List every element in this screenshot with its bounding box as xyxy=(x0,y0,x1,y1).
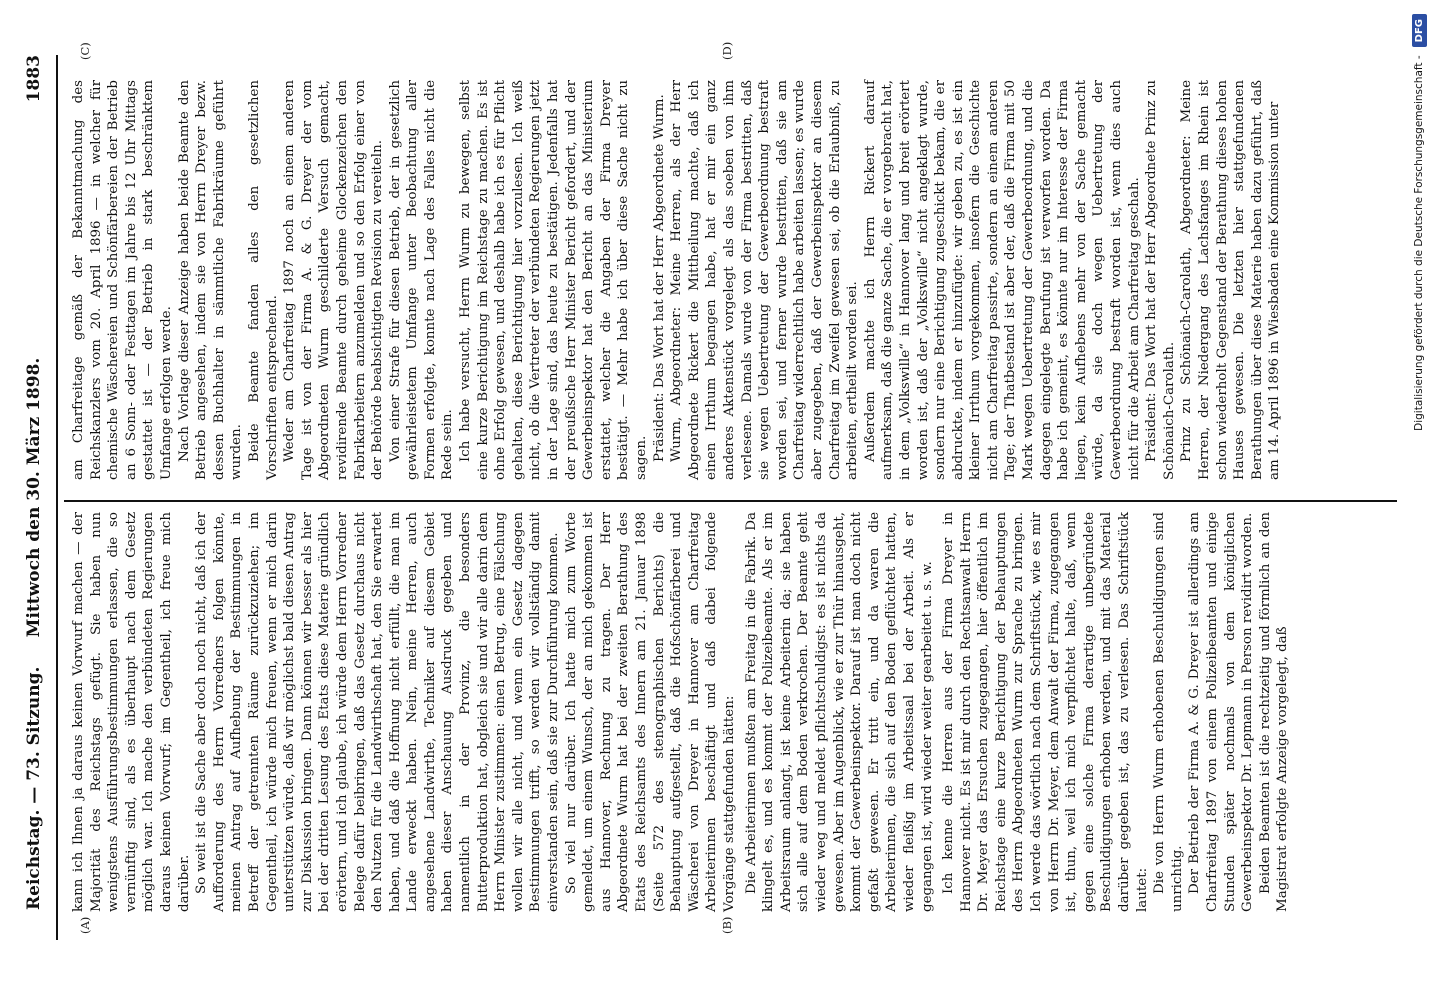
paragraph: kann ich Ihnen ja daraus keinen Vorwurf machen — der Majorität des Reichstags gefügt. Sie haben nun wenigstens Ausführungsbestimmungen erlassen, die so vernünftig sind, als es überhaupt nach dem Gesetz möglich war. Ich mache den verbündeten Regierungen daraus keinen Vorwurf; im Gegentheil, ich freue mich darüber. xyxy=(71,512,192,912)
header-date: Mittwoch den 30. März 1898. xyxy=(24,357,44,638)
president-remark: Präsident: Das Wort hat der Herr Abgeordnete Wurm. xyxy=(651,94,667,462)
quoted-paragraph: Nach Vorlage dieser Anzeige haben beide Beamte den Betrieb angesehen, indem sie von Herrn Dreyer bezw. dessen Buchhalter in sämmtliche Fabrikräume geführt wurden. xyxy=(176,80,245,480)
digitization-credit xyxy=(1406,8,1432,992)
speaker-paragraph: Wurm, Abgeordneter: Meine Herren, als der Herr Abgeordnete Rickert die Mittheilung machte, daß ich einen Irrthum begangen habe, hat er mir ein ganz anderes Aktenstück vorgelegt als das soeben von ihm verlesene. Damals wurde von der Firma bestritten, daß sie wegen Uebertretung der Gewerbeordnung bestraft worden sei, und ferner wurde bestritten, daß sie am Charfreitag widerrechtlich habe arbeiten lassen; es wurde aber zugegeben, daß der Gewerbeinspektor an diesem Charfreitag im Zweifel gewesen sei, ob die Erlaubniß, zu arbeiten, ertheilt worden sei. xyxy=(669,80,861,480)
president-remark: Präsident: Das Wort hat der Herr Abgeordnete Prinz zu Schönaich-Carolath. xyxy=(1144,80,1177,480)
right-column xyxy=(70,80,1395,480)
credit-text: Digitalisierung gefördert durch die Deutsche Forschungsgemeinschaft - xyxy=(1413,55,1425,431)
margin-marker-a: (A) xyxy=(78,916,92,934)
quoted-paragraph: Beide Beamte fanden alles den gesetzlichen Vorschriften entsprechend. xyxy=(246,80,280,480)
dfg-logo: DFG xyxy=(1412,14,1427,47)
speaker-paragraph: Prinz zu Schönaich-Carolath, Abgeordneter: Meine Herren, der Niedergang des Lachsfanges im Rhein ist schon wiederholt Gegenstand der Berathung dieses hohen Hauses gewesen. Die letzten hier stattgefundenen Berathungen über diese Materie haben dazu geführt, daß am 14. April 1896 in Wiesbaden eine Kommission unter xyxy=(1179,80,1283,480)
quoted-paragraph: Weder am Charfreitag 1897 noch an einem anderen Tage ist von der Firma A. & G. Dreyer der vom Abgeordneten Wurm geschilderte Versuch gemacht, revidirende Beamte durch geheime Glockenzeichen den Fabrikarbeitern anzumelden und so den Erfolg einer von der Behörde beabsichtigten Revision zu vereiteln. xyxy=(282,80,386,480)
margin-marker-d: (D) xyxy=(720,41,734,60)
quoted-paragraph: am Charfreitage gemäß der Bekanntmachung des Reichskanzlers vom 20. April 1896 — in welcher für chemische Wäschereien und Schönfärbereien der Betrieb an 6 Sonn- oder Festtagen im Jahre bis 12 Uhr Mittags gestattet ist — der Betrieb in stark beschränktem Umfange erfolgen werde. xyxy=(71,80,174,480)
quoted-paragraph: Die Arbeiterinnen mußten am Freitag in die Fabrik. Da klingelt es, und es kommt der Polizeibeamte. Als er im Arbeitsraum anlangt, ist keine Arbeiterin da; sie haben sich alle auf dem Boden verkrochen. Der Beamte geht wieder weg und meldet pflichtschuldigst: es ist nichts da gewesen. Aber im Augenblick, wie er zur Thür hinausgeht, kommt der Gewerbeinspektor. Darauf ist man doch nicht gefaßt gewesen. Er tritt ein, und da waren die Arbeiterinnen, die sich auf den Boden geflüchtet hatten, wieder fleißig im Arbeitssaal bei der Arbeit. Als er gegangen ist, wird wieder weiter gearbeitet u. s. w. xyxy=(743,511,935,912)
paragraph: Außerdem machte ich Herrn Rickert darauf aufmerksam, daß die ganze Sache, die er vorgebracht hat, in dem „Volkswille“ in Hannover lang und breit erörtert worden ist, daß der „Volkswille“ nicht angeklagt wurde, sondern nur eine Berichtigung zugeschickt bekam, die er abdruckte, indem er hinzufügte: wir geben zu, es ist ein kleiner Irrthum vorgekommen, insofern die Geschichte nicht am Charfreitag passirte, sondern an einem anderen Tage; der Thatbestand ist aber der, daß die Firma mit 50 Mark wegen Uebertretung der Gewerbeordnung, und die dagegen eingelegte Berufung ist verworfen worden. Da habe ich gemeint, es könnte nur im Interesse der Firma liegen, kein Aufhebens mehr von der Sache gemacht würde, da sie doch wegen Uebertretung der Gewerbeordnung bestraft worden ist, wenn dies auch nicht für die Arbeit am Charfreitag geschah. xyxy=(862,80,1142,480)
paragraph: So weit ist die Sache aber doch noch nicht, daß ich der Aufforderung des Herrn Vorredners folgen könnte, meinen Antrag auf Aufhebung der Bestimmungen in Betreff der getrennten Räume zurückzuziehen; im Gegentheil, ich würde mich freuen, wenn er mich darin unterstützen würde, daß wir möglichst bald diesen Antrag zur Diskussion bringen. Dann können wir besser als hier bei der dritten Lesung des Etats diese Materie gründlich erörtern, und ich glaube, ich würde dem Herrn Vorredner Belege dafür beibringen, daß das Gesetz durchaus nicht den Nutzen für die Landwirthschaft hat, den Sie erwartet haben, und daß die Hoffnung nicht erfüllt, die man im Lande erweckt haben. Nein, meine Herren, auch angesehene Landwirthe, Techniker auf diesem Gebiet haben dieser Anschauung Ausdruck gegeben und namentlich in der Provinz, die besonders Butterproduktion hat, obgleich sie und wir alle darin dem Herrn Minister zustimmen: einen Betrug, eine Fälschung wollen wir alle nicht, und wenn ein Gesetz dagegen Bestimmungen trifft, so werden wir vollständig damit einverstanden sein, daß sie zur Durchführung kommen. xyxy=(194,512,562,912)
margin-marker-c: (C) xyxy=(78,42,92,60)
header-rule xyxy=(56,55,58,940)
column-divider xyxy=(64,500,1397,502)
quoted-paragraph: Der Betrieb der Firma A. & G. Dreyer ist allerdings am Charfreitag 1897 von einem Polizeibeamten und einige Stunden später nochmals von dem königlichen Gewerbeinspektor Dr. Lepmann in Person revidirt worden. xyxy=(1187,512,1256,912)
margin-marker-b: (B) xyxy=(720,916,734,934)
paragraph: Ich habe versucht, Herrn Wurm zu bewegen, selbst eine kurze Berichtigung im Reichstage zu machen. Es ist ohne Erfolg gewesen, und deshalb habe ich es für Pflicht gehalten, diese Berichtigung hier vorzulesen. Ich weiß nicht, ob die Vertreter der verbündeten Regierungen jetzt in der Lage sind, das heute zu bestätigen. Jedenfalls hat der preußische Herr Minister Bericht gefordert, und der Gewerbeinspektor hat den Bericht an das Ministerium erstattet, welcher die Angaben der Firma Dreyer bestätigt. — Mehr habe ich über diese Sache nicht zu sagen. xyxy=(458,80,649,480)
header-page-number: 1883 xyxy=(24,55,44,103)
paragraph: So viel nur darüber. Ich hatte mich zum Worte gemeldet, um einem Wunsch, der an mich gekommen ist aus Hannover, Rechnung zu tragen. Der Herr Abgeordnete Wurm hat bei der zweiten Berathung des Etats des Reichsamts des Innern am 21. Januar 1898 (Seite 572 des stenographischen Berichts) die Behauptung aufgestellt, daß die Hofschönfärberei und Wäscherei von Dreyer in Hannover am Charfreitag Arbeiterinnen beschäftigt und daß dabei folgende Vorgänge stattgefunden hätten: xyxy=(563,512,737,912)
quoted-paragraph: Von einer Strafe für diesen Betrieb, der in gesetzlich gewährleistetem Umfange unter Beobachtung aller Formen erfolgte, konnte nach Lage des Falles nicht die Rede sein. xyxy=(387,80,456,480)
page-header xyxy=(12,55,60,940)
header-left-title: Reichstag. — 73. Sitzung. xyxy=(24,666,44,910)
paragraph: Ich kenne die Herren aus der Firma Dreyer in Hannover nicht. Es ist mir durch den Rechtsanwalt Herrn Dr. Meyer das Ersuchen zugegangen, hier öffentlich im Reichstage eine kurze Berichtigung der Behauptungen des Herrn Abgeordneten Wurm zur Sprache zu bringen. Ich werde das wörtlich nach dem Schriftstück, wie es mir von Herrn Dr. Meyer, dem Anwalt der Firma, zugegangen ist, thun, weil ich mich verpflichtet halte, daß, wenn gegen eine solche Firma derartige unbegründete Beschuldigungen erhoben werden, und mit das Material darüber gegeben ist, das zu verlesen. Das Schriftstück lautet: xyxy=(941,512,1150,912)
quoted-paragraph: Beiden Beamten ist die rechtzeitig und förmlich an den Magistrat erfolgte Anzeige vorgelegt, daß xyxy=(1257,512,1291,912)
left-column xyxy=(70,512,1395,912)
quoted-paragraph: Die von Herrn Wurm erhobenen Beschuldigungen sind unrichtig. xyxy=(1152,512,1185,912)
